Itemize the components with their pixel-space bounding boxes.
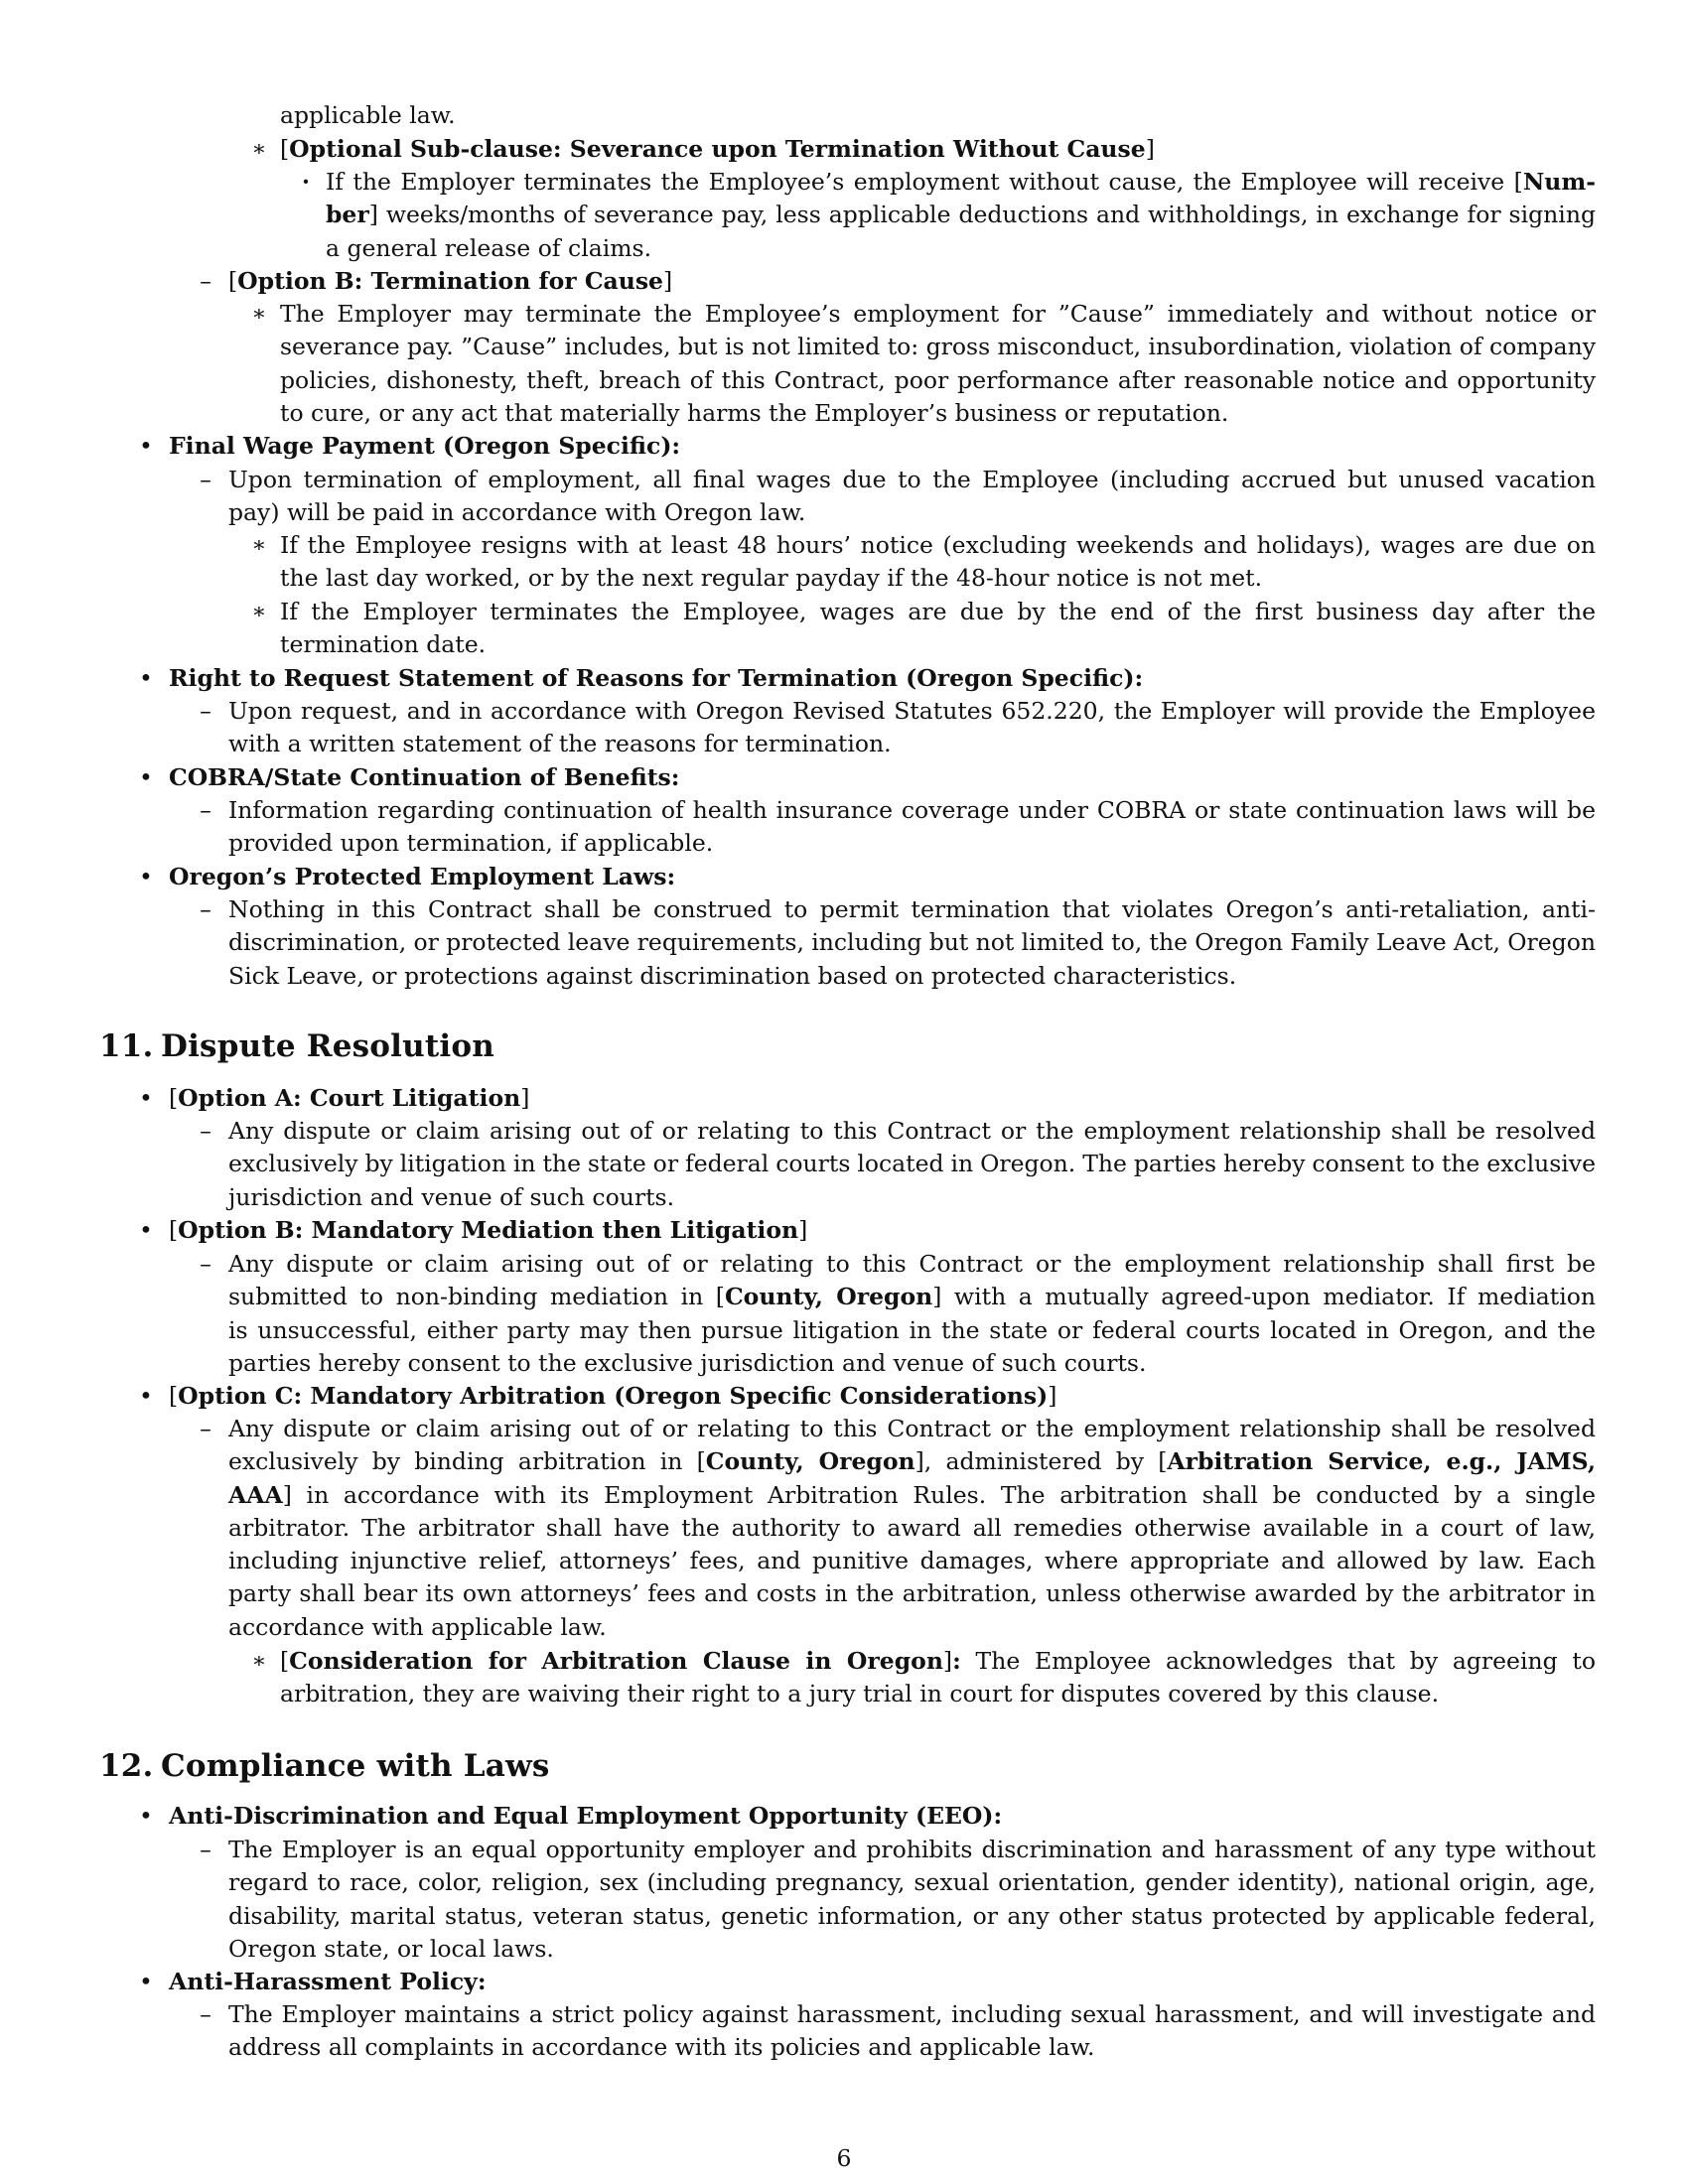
text-line: If the Employee resigns with at least 48 hours’ notice (excluding weekends and holidays), wages are due on [280, 531, 1596, 559]
text-line: disability, marital status, veteran status, genetic information, or any other status protected by applicable federal, [228, 1901, 1596, 1930]
list-item-text [280, 1645, 1596, 1711]
text-line: exclusively by binding arbitration in [County, Oregon], administered by [Arbitration Service, e.g., JAMS, [228, 1447, 1596, 1476]
list-item-text [228, 464, 1596, 530]
list-item-text [228, 695, 1596, 761]
asterisk-marker: ∗ [251, 137, 267, 162]
asterisk-marker: ∗ [251, 1649, 267, 1674]
text-line: termination date. [280, 630, 487, 659]
text-line: Final Wage Payment (Oregon Specific): [169, 432, 681, 460]
text-line: [Option C: Mandatory Arbitration (Oregon Specific Considerations)] [169, 1382, 1057, 1410]
list-item-text [169, 1380, 1596, 1413]
text-line: to cure, or any act that materially harms the Employer’s business or reputation. [280, 398, 1229, 427]
text-line: [Consideration for Arbitration Clause in Oregon]: The Employee acknowledges that by agreeing to [280, 1647, 1596, 1675]
section-number: 12. [99, 1748, 154, 1784]
text-line: Anti-Discrimination and Equal Employment Opportunity (EEO): [169, 1802, 1003, 1830]
bullet-marker: • [139, 432, 153, 460]
text-line: address all complaints in accordance with its policies and applicable law. [228, 2033, 1095, 2062]
text-line: provided upon termination, if applicable. [228, 829, 714, 858]
dash-marker: – [200, 2000, 211, 2028]
text-line: the last day worked, or by the next regular payday if the 48-hour notice is not met. [280, 564, 1263, 593]
list-item-text [228, 1413, 1596, 1644]
text-line: with a written statement of the reasons for termination. [228, 730, 892, 758]
bullet-marker: • [139, 863, 153, 890]
text-line: arbitration, they are waiving their right to a jury trial in court for disputes covered by this clause. [280, 1680, 1440, 1708]
list-item-text [280, 596, 1596, 662]
text-line: Sick Leave, or protections against discrimination based on protected characteristics. [228, 961, 1237, 990]
list-item-text [169, 1082, 1596, 1115]
text-line: The Employer may terminate the Employee’s employment for ”Cause” immediately and without notice or [280, 300, 1596, 328]
text-line: [Option A: Court Litigation] [169, 1084, 530, 1112]
bullet-marker: • [139, 664, 153, 692]
list-item-text [280, 99, 1596, 132]
text-line: Oregon state, or local laws. [228, 1934, 554, 1963]
bullet-marker: • [139, 1802, 153, 1830]
text-line: submitted to non-binding mediation in [County, Oregon] with a mutually agreed-upon mediator. If mediation [228, 1283, 1596, 1311]
text-line: Information regarding continuation of health insurance coverage under COBRA or state continuation laws will be [228, 796, 1596, 824]
bullet-marker: • [139, 1216, 153, 1244]
text-line: regard to race, color, religion, sex (including pregnancy, sexual orientation, gender identity), national origin, age, [228, 1868, 1596, 1897]
asterisk-marker: ∗ [251, 600, 267, 624]
text-line: COBRA/State Continuation of Benefits: [169, 763, 680, 791]
text-line: If the Employer terminates the Employee’s employment without cause, the Employee will receive [Num- [326, 168, 1596, 196]
text-line: arbitrator. The arbitrator shall have the authority to award all remedies otherwise available in a court of law, [228, 1513, 1596, 1542]
dash-marker: – [200, 697, 211, 725]
bullet-marker: • [139, 1084, 153, 1112]
list-item-text [228, 893, 1596, 993]
list-item-text [169, 861, 1596, 893]
text-line: The Employer is an equal opportunity employer and prohibits discrimination and harassment of any type without [228, 1836, 1596, 1863]
dash-marker: – [200, 1836, 211, 1863]
text-line: The Employer maintains a strict policy against harassment, including sexual harassment, and will investigate and [228, 2000, 1596, 2028]
text-line: Upon termination of employment, all final wages due to the Employee (including accrued but unused vacation [228, 466, 1596, 493]
list-item-text [326, 166, 1596, 265]
list-item-text [280, 529, 1596, 596]
text-line: Any dispute or claim arising out of or relating to this Contract or the employment relationship shall be resolved [228, 1117, 1596, 1145]
text-line: Anti-Harassment Policy: [169, 1968, 487, 1995]
dash-marker: – [200, 1250, 211, 1278]
text-line: Oregon’s Protected Employment Laws: [169, 863, 676, 890]
section-heading [99, 1026, 494, 1066]
text-line: applicable law. [280, 101, 456, 129]
list-item-text [228, 1115, 1596, 1214]
text-line: exclusively by litigation in the state or federal courts located in Oregon. The parties hereby consent to the exclusive [228, 1150, 1596, 1178]
text-line: policies, dishonesty, theft, breach of this Contract, poor performance after reasonable notice and opportunity [280, 365, 1596, 394]
list-item-text [228, 1248, 1596, 1380]
text-line: accordance with applicable law. [228, 1612, 607, 1641]
text-line: Any dispute or claim arising out of or relating to this Contract or the employment relationship shall first be [228, 1250, 1596, 1278]
bullet-marker: • [139, 1382, 153, 1410]
dash-marker: – [200, 1415, 211, 1442]
bullet-marker: • [139, 763, 153, 791]
text-line: [Option B: Mandatory Mediation then Litigation] [169, 1216, 808, 1244]
list-item-text [169, 761, 1596, 794]
text-line: parties hereby consent to the exclusive jurisdiction and venue of such courts. [228, 1348, 1147, 1377]
list-item-text [280, 298, 1596, 430]
text-line: ber] weeks/months of severance pay, less applicable deductions and withholdings, in exchange for signing [326, 201, 1596, 229]
section-number: 11. [99, 1028, 154, 1064]
dash-marker: – [200, 796, 211, 824]
list-item-text [228, 1834, 1596, 1966]
list-item-text [169, 430, 1596, 463]
bullet-marker: • [139, 1968, 153, 1995]
text-line: jurisdiction and venue of such courts. [228, 1182, 675, 1211]
dash-marker: – [200, 267, 211, 295]
list-item-text [280, 133, 1596, 166]
asterisk-marker: ∗ [251, 533, 267, 558]
text-line: discrimination, or protected leave requirements, including but not limited to, the Oregon Family Leave Act, Oregon [228, 928, 1596, 957]
text-line: If the Employer terminates the Employee, wages are due by the end of the first business day after the [280, 598, 1596, 625]
list-item-text [169, 662, 1596, 695]
dash-marker: – [200, 1117, 211, 1145]
list-item-text [228, 1998, 1596, 2065]
section-title: Dispute Resolution [161, 1028, 495, 1064]
text-line: [Option B: Termination for Cause] [228, 267, 673, 295]
section-title: Compliance with Laws [161, 1748, 550, 1784]
text-line: [Optional Sub-clause: Severance upon Termination Without Cause] [280, 135, 1155, 163]
text-line: Nothing in this Contract shall be construed to permit termination that violates Oregon’s anti-retaliation, anti- [228, 895, 1596, 923]
section-heading [99, 1746, 550, 1786]
list-item-text [228, 265, 1596, 298]
text-line: a general release of claims. [326, 233, 652, 262]
text-line: pay) will be paid in accordance with Oregon law. [228, 498, 806, 527]
list-item-text [169, 1966, 1596, 1998]
list-item-text [169, 1800, 1596, 1833]
text-line: Upon request, and in accordance with Oregon Revised Statutes 652.220, the Employer will provide the Employee [228, 697, 1596, 725]
page-number: 6 [836, 2144, 852, 2172]
text-line: party shall bear its own attorneys’ fees and costs in the arbitration, unless otherwise awarded by the arbitrator in [228, 1579, 1596, 1608]
dash-marker: – [200, 466, 211, 493]
text-line: severance pay. ”Cause” includes, but is not limited to: gross misconduct, insubordination, violation of company [280, 333, 1596, 361]
dot-marker: · [301, 168, 311, 196]
text-line: including injunctive relief, attorneys’ fees, and punitive damages, where appropriate and allowed by law. Each [228, 1547, 1596, 1575]
text-line: Right to Request Statement of Reasons for Termination (Oregon Specific): [169, 664, 1144, 692]
list-item-text [169, 1214, 1596, 1247]
list-item-text [228, 794, 1596, 861]
asterisk-marker: ∗ [251, 302, 267, 327]
text-line: is unsuccessful, either party may then pursue litigation in the state or federal courts located in Oregon, and the [228, 1315, 1596, 1344]
dash-marker: – [200, 895, 211, 923]
text-line: Any dispute or claim arising out of or relating to this Contract or the employment relationship shall be resolved [228, 1415, 1596, 1442]
text-line: AAA] in accordance with its Employment Arbitration Rules. The arbitration shall be conducted by a single [228, 1480, 1596, 1509]
